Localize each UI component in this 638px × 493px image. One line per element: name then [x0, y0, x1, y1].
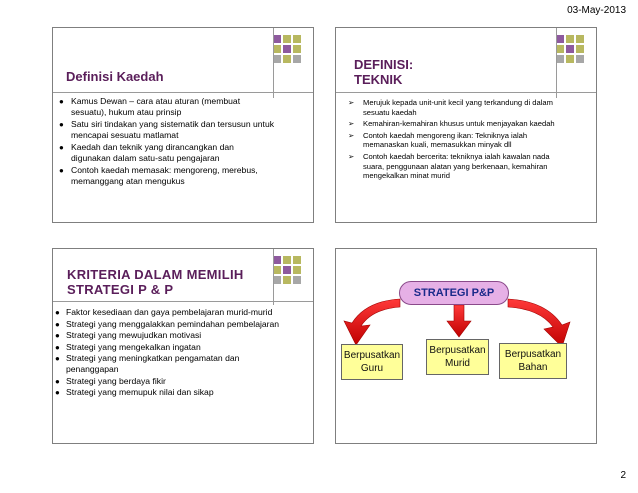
list-item: ➢ Contoh kaedah bercerita: tekniknya ialah kawalan nada suara, penggunaan alatan yang berkenaan, kemahiran mengekalkan minat murid — [344, 152, 566, 181]
decorative-dot — [576, 55, 584, 63]
decorative-dot — [576, 45, 584, 53]
list-item: ● Strategi yang mengekalkan ingatan — [55, 342, 287, 353]
arrow-left-icon — [344, 299, 400, 345]
box-murid: Berpusatkan Murid — [426, 339, 489, 375]
list-item: ➢ Merujuk kepada unit-unit kecil yang terkandung di dalam sesuatu kaedah — [344, 98, 566, 117]
divider-horizontal — [336, 92, 597, 93]
decorative-dot — [283, 35, 291, 43]
list-item: ➢ Contoh kaedah mengoreng ikan: Tekniknya ialah memanaskan kuali, memasukkan minyak dll — [344, 131, 566, 150]
decorative-dot — [273, 276, 281, 284]
title-line-2: TEKNIK — [354, 72, 403, 87]
list-item: ● Satu siri tindakan yang sistematik dan tersusun untuk mencapai sesuatu matlamat — [59, 119, 275, 141]
strategi-oval: STRATEGI P&P — [399, 281, 509, 305]
decorative-dots-grid — [556, 35, 586, 63]
decorative-dot — [293, 256, 301, 264]
slide-definisi-teknik — [335, 27, 597, 223]
decorative-dot — [283, 276, 291, 284]
list-item: ● Strategi yang mewujudkan motivasi — [55, 330, 287, 341]
decorative-dot — [293, 35, 301, 43]
decorative-dots-grid — [273, 35, 303, 63]
slide-title: Definisi Kaedah — [66, 69, 164, 84]
list-item: ● Strategi yang menggalakkan pemindahan pembelajaran — [55, 319, 287, 330]
decorative-dot — [556, 45, 564, 53]
divider-vertical — [556, 28, 557, 98]
bullet-list — [55, 307, 287, 399]
divider-horizontal — [53, 301, 314, 302]
decorative-dot — [273, 45, 281, 53]
list-item: ● Faktor kesediaan dan gaya pembelajaran murid-murid — [55, 307, 287, 318]
decorative-dot — [273, 266, 281, 274]
slide-title — [67, 267, 244, 297]
slide-title — [354, 57, 413, 87]
decorative-dot — [566, 45, 574, 53]
decorative-dot — [283, 266, 291, 274]
list-item: ● Kaedah dan teknik yang dirancangkan dan digunakan dalam satu-satu pengajaran — [59, 142, 275, 164]
slide-definisi-kaedah — [52, 27, 314, 223]
decorative-dot — [293, 276, 301, 284]
decorative-dot — [283, 55, 291, 63]
list-item: ● Kamus Dewan – cara atau aturan (membuat sesuatu), hukum atau prinsip — [59, 96, 275, 118]
header-date: 03-May-2013 — [567, 5, 626, 16]
list-item: ● Strategi yang berdaya fikir — [55, 376, 287, 387]
decorative-dot — [273, 256, 281, 264]
box-guru: Berpusatkan Guru — [341, 344, 403, 380]
bullet-list — [59, 96, 275, 188]
decorative-dot — [283, 256, 291, 264]
slide-strategi-diagram — [335, 248, 597, 444]
decorative-dot — [273, 55, 281, 63]
list-item: ● Contoh kaedah memasak: mengoreng, merebus, memanggang atan mengukus — [59, 165, 275, 187]
title-line-2: STRATEGI P & P — [67, 282, 174, 297]
decorative-dot — [293, 266, 301, 274]
box-bahan: Berpusatkan Bahan — [499, 343, 567, 379]
decorative-dot — [283, 45, 291, 53]
decorative-dot — [556, 35, 564, 43]
decorative-dot — [293, 45, 301, 53]
title-line-1: DEFINISI: — [354, 57, 414, 72]
list-item: ➢ Kemahiran-kemahiran khusus untuk menjayakan kaedah — [344, 119, 566, 129]
divider-vertical — [273, 28, 274, 98]
decorative-dots-grid — [273, 256, 303, 284]
decorative-dot — [566, 55, 574, 63]
arrow-down-icon — [447, 305, 471, 337]
decorative-dot — [273, 35, 281, 43]
slide-kriteria — [52, 248, 314, 444]
arrow-right-icon — [508, 299, 570, 347]
title-line-1: KRITERIA DALAM MEMILIH — [67, 267, 244, 282]
list-item: ● Strategi yang memupuk nilai dan sikap — [55, 387, 287, 398]
decorative-dot — [566, 35, 574, 43]
decorative-dot — [556, 55, 564, 63]
bullet-list — [344, 98, 566, 183]
divider-vertical — [273, 249, 274, 305]
divider-horizontal — [53, 92, 314, 93]
list-item: ● Strategi yang meningkatkan pengamatan dan penanggapan — [55, 353, 287, 375]
page-number: 2 — [620, 470, 626, 481]
decorative-dot — [293, 55, 301, 63]
decorative-dot — [576, 35, 584, 43]
